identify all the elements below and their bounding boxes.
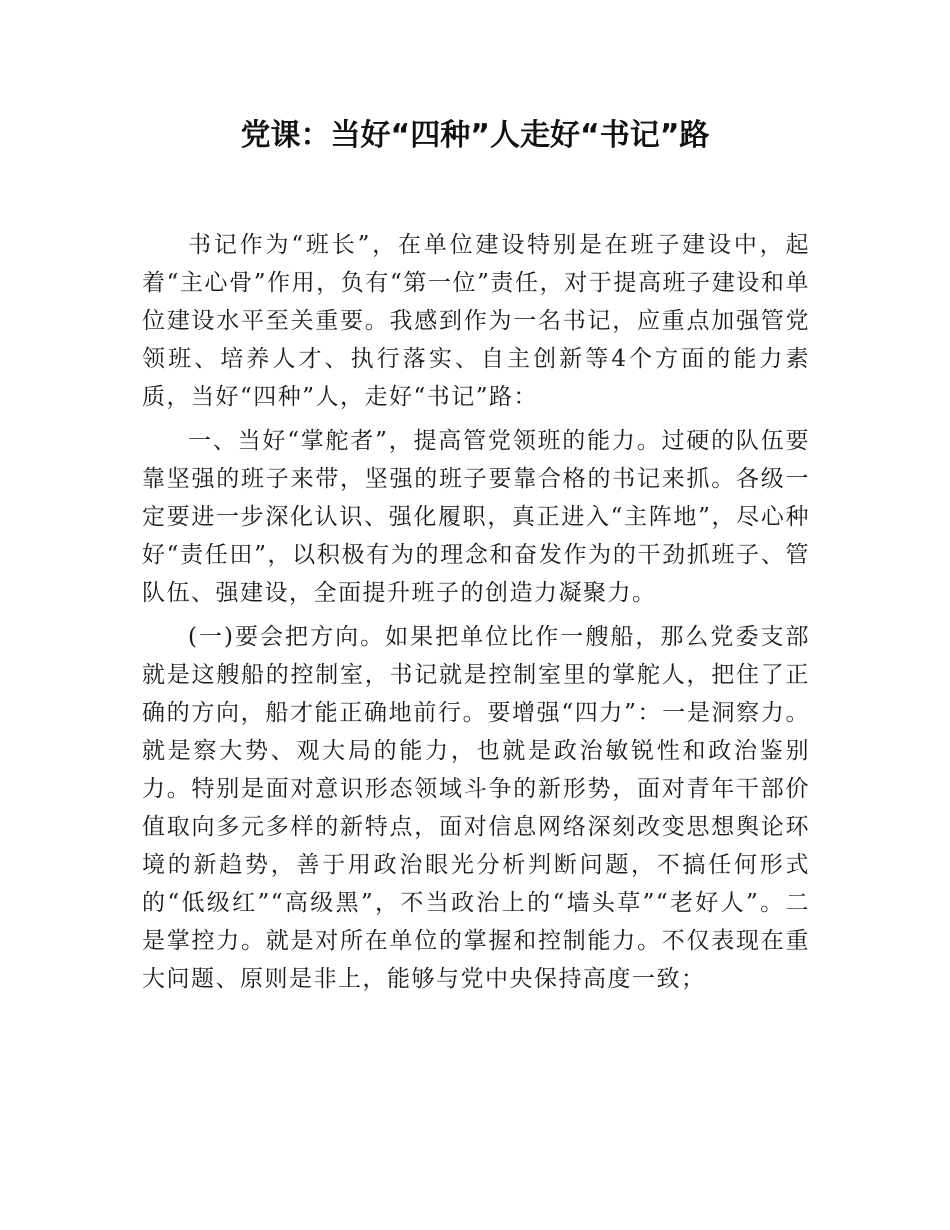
paragraph-section-one: 一、当好“掌舵者”，提高管党领班的能力。过硬的队伍要靠坚强的班子来带，坚强的班子要靠合格的书记来抓。各级一定要进一步深化认识、强化履职，真正进入“主阵地”，尽心种好“责任田”，以积极有为的理念和奋发作为的干劲抓班子、管队伍、强建设，全面提升班子的创造力凝聚力。 [142,428,810,606]
paragraph-subsection-one: (一)要会把方向。如果把单位比作一艘船，那么党委支部就是这艘船的控制室，书记就是控制室里的掌舵人，把住了正确的方向，船才能正确地前行。要增强“四力”：一是洞察力。就是察大势、观大局的能力，也就是政治敏锐性和政治鉴别力。特别是面对意识形态领域斗争的新形势，面对青年干部价值取向多元多样的新特点，面对信息网络深刻改变思想舆论环境的新趋势，善于用政治眼光分析判断问题，不搞任何形式的“低级红”“高级黑”，不当政治上的“墙头草”“老好人”。二是掌控力。就是对所在单位的掌握和控制能力。不仅表现在重大问题、原则是非上，能够与党中央保持高度一致； [142,624,810,992]
document-body [142,226,810,1004]
paragraph-intro: 书记作为“班长”，在单位建设特别是在班子建设中，起着“主心骨”作用，负有“第一位”责任，对于提高班子建设和单位建设水平至关重要。我感到作为一名书记，应重点加强管党领班、培养人才、执行落实、自主创新等4个方面的能力素质，当好“四种”人，走好“书记”路： [142,232,810,410]
document-title: 党课：当好“四种”人走好“书记”路 [240,118,710,153]
